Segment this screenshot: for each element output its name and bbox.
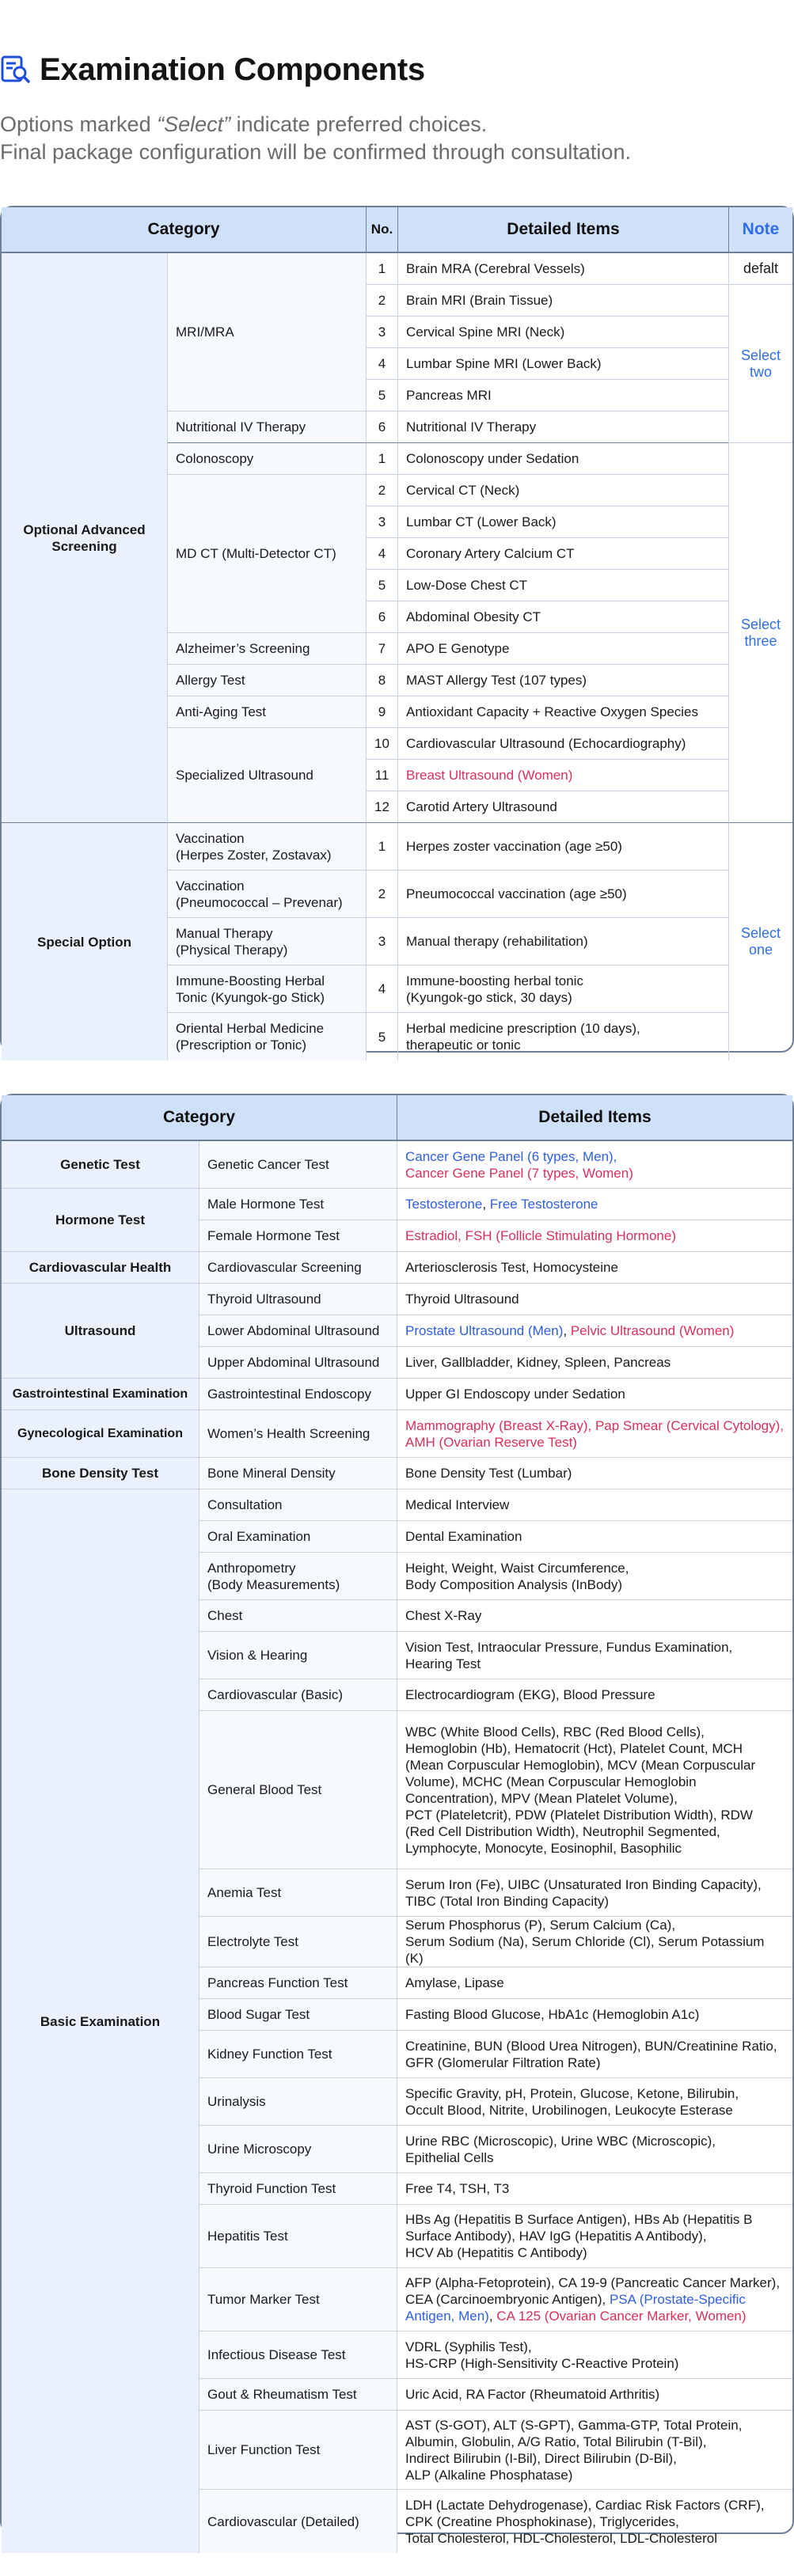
basic-sub-label: Liver Function Test <box>199 2411 397 2490</box>
basic-item-detail: Fasting Blood Glucose, HbA1c (Hemoglobin A1c) <box>397 1999 792 2031</box>
sub-upper-abd-us: Upper Abdominal Ultrasound <box>199 1347 397 1379</box>
item-mast: MAST Allergy Test (107 types) <box>397 665 728 696</box>
item-lower-abd-us: Prostate Ultrasound (Men), Pelvic Ultrasound (Women) <box>397 1315 792 1347</box>
basic-sub-label: Blood Sugar Test <box>199 1999 397 2031</box>
basic-item-detail: LDH (Lactate Dehydrogenase), Cardiac Risk Factors (CRF), CPK (Creatine Phosphokinase), Triglycerides, Total Cholesterol, HDL-Cholesterol, LDL-Cholesterol <box>397 2490 792 2553</box>
basic-sub-label: Tumor Marker Test <box>199 2268 397 2331</box>
basic-item-detail: Uric Acid, RA Factor (Rheumatoid Arthritis) <box>397 2379 792 2411</box>
item-cervical-ct: Cervical CT (Neck) <box>397 475 728 506</box>
sub-oriental-medicine: Oriental Herbal Medicine (Prescription or Tonic) <box>167 1013 366 1060</box>
note-default: defalt <box>728 253 792 285</box>
basic-sub-label: Oral Examination <box>199 1521 397 1553</box>
sub-lower-abd-us: Lower Abdominal Ultrasound <box>199 1315 397 1347</box>
row-no: 7 <box>366 633 397 665</box>
sub-allergy: Allergy Test <box>167 665 366 696</box>
header-category: Category <box>2 1095 397 1141</box>
basic-sub-label: Anthropometry (Body Measurements) <box>199 1553 397 1600</box>
cat-ultrasound: Ultrasound <box>2 1284 199 1379</box>
cat-genetic: Genetic Test <box>2 1141 199 1189</box>
row-no: 4 <box>366 538 397 570</box>
sub-md-ct: MD CT (Multi-Detector CT) <box>167 475 366 633</box>
item-manual: Manual therapy (rehabilitation) <box>397 918 728 966</box>
item-gi-endoscopy: Upper GI Endoscopy under Sedation <box>397 1379 792 1410</box>
basic-sub-label: Hepatitis Test <box>199 2205 397 2268</box>
basic-item-detail: VDRL (Syphilis Test), HS-CRP (High-Sensitivity C-Reactive Protein) <box>397 2331 792 2379</box>
cat-gynecological: Gynecological Examination <box>2 1410 199 1458</box>
basic-sub-label: Cardiovascular (Basic) <box>199 1679 397 1711</box>
row-no: 3 <box>366 918 397 966</box>
basic-sub-label: Consultation <box>199 1489 397 1521</box>
item-pancreas-mri: Pancreas MRI <box>397 380 728 412</box>
basic-package-table <box>0 1094 794 2546</box>
item-colonoscopy: Colonoscopy under Sedation <box>397 443 728 475</box>
cat-basic-exam: Basic Examination <box>2 1489 199 2553</box>
sub-female-hormone: Female Hormone Test <box>199 1220 397 1252</box>
header-no: No. <box>366 207 397 253</box>
row-no: 1 <box>366 253 397 285</box>
item-brain-mra: Brain MRA (Cerebral Vessels) <box>397 253 728 285</box>
sub-alzheimers: Alzheimer’s Screening <box>167 633 366 665</box>
item-brain-mri: Brain MRI (Brain Tissue) <box>397 285 728 317</box>
item-cervical-mri: Cervical Spine MRI (Neck) <box>397 317 728 348</box>
row-no: 2 <box>366 871 397 918</box>
row-no: 6 <box>366 601 397 633</box>
basic-item-detail: Chest X-Ray <box>397 1600 792 1632</box>
row-no: 1 <box>366 443 397 475</box>
basic-sub-label: Vision & Hearing <box>199 1632 397 1679</box>
sub-vaccination-zoster: Vaccination (Herpes Zoster, Zostavax) <box>167 823 366 871</box>
note-select-one: Select one <box>728 823 792 1060</box>
row-no: 3 <box>366 506 397 538</box>
subtitle-text: indicate preferred choices. <box>230 112 488 136</box>
item-coronary-ct: Coronary Artery Calcium CT <box>397 538 728 570</box>
row-no: 12 <box>366 791 397 823</box>
basic-item-detail: AFP (Alpha-Fetoprotein), CA 19-9 (Pancreatic Cancer Marker), CEA (Carcinoembryonic Antigen), PSA (Prostate-Specific Antigen, Men), CA 125 (Ovarian Cancer Marker, Women) <box>397 2268 792 2331</box>
row-no: 8 <box>366 665 397 696</box>
sub-bone-mineral: Bone Mineral Density <box>199 1458 397 1489</box>
item-obesity-ct: Abdominal Obesity CT <box>397 601 728 633</box>
basic-item-detail: Dental Examination <box>397 1521 792 1553</box>
basic-item-detail: Electrocardiogram (EKG), Blood Pressure <box>397 1679 792 1711</box>
cat-gi: Gastrointestinal Examination <box>2 1379 199 1410</box>
basic-sub-label: Pancreas Function Test <box>199 1967 397 1999</box>
group-special-option: Special Option <box>2 823 167 1060</box>
item-oriental: Herbal medicine prescription (10 days), therapeutic or tonic <box>397 1013 728 1060</box>
item-herbal-tonic: Immune-boosting herbal tonic (Kyungok-go stick, 30 days) <box>397 966 728 1013</box>
sub-vaccination-pneumo: Vaccination (Pneumococcal – Prevenar) <box>167 871 366 918</box>
item-lumbar-mri: Lumbar Spine MRI (Lower Back) <box>397 348 728 380</box>
document-search-icon <box>0 54 32 85</box>
basic-sub-label: Anemia Test <box>199 1869 397 1917</box>
basic-sub-label: Gout & Rheumatism Test <box>199 2379 397 2411</box>
basic-sub-label: Cardiovascular (Detailed) <box>199 2490 397 2553</box>
row-no: 6 <box>366 412 397 443</box>
header-note: Note <box>728 207 792 253</box>
sub-anti-aging: Anti-Aging Test <box>167 696 366 728</box>
sub-colonoscopy: Colonoscopy <box>167 443 366 475</box>
subtitle-select: “Select” <box>157 112 231 136</box>
sub-cardio-screening: Cardiovascular Screening <box>199 1252 397 1284</box>
basic-item-detail: Vision Test, Intraocular Pressure, Fundus Examination, Hearing Test <box>397 1632 792 1679</box>
subtitle-line2: Final package configuration will be confirmed through consultation. <box>0 140 631 164</box>
row-no: 4 <box>366 348 397 380</box>
basic-item-detail: Free T4, TSH, T3 <box>397 2173 792 2205</box>
row-no: 2 <box>366 475 397 506</box>
item-genetic: Cancer Gene Panel (6 types, Men), Cancer Gene Panel (7 types, Women) <box>397 1141 792 1189</box>
item-male-hormone: Testosterone, Free Testosterone <box>397 1189 792 1220</box>
basic-sub-label: Infectious Disease Test <box>199 2331 397 2379</box>
row-no: 5 <box>366 380 397 412</box>
header-items: Detailed Items <box>397 1095 792 1141</box>
basic-item-detail: Amylase, Lipase <box>397 1967 792 1999</box>
basic-sub-label: Electrolyte Test <box>199 1917 397 1967</box>
sub-male-hormone: Male Hormone Test <box>199 1189 397 1220</box>
basic-item-detail: Medical Interview <box>397 1489 792 1521</box>
row-no: 10 <box>366 728 397 760</box>
sub-manual-therapy: Manual Therapy (Physical Therapy) <box>167 918 366 966</box>
item-thyroid-us: Thyroid Ultrasound <box>397 1284 792 1315</box>
item-antioxidant: Antioxidant Capacity + Reactive Oxygen Species <box>397 696 728 728</box>
basic-sub-label: Urine Microscopy <box>199 2126 397 2173</box>
basic-sub-label: General Blood Test <box>199 1711 397 1869</box>
sub-mri: MRI/MRA <box>167 253 366 412</box>
sub-herbal-tonic: Immune-Boosting Herbal Tonic (Kyungok-go Stick) <box>167 966 366 1013</box>
basic-item-detail: Specific Gravity, pH, Protein, Glucose, Ketone, Bilirubin, Occult Blood, Nitrite, Urobilinogen, Leukocyte Esterase <box>397 2078 792 2126</box>
basic-sub-label: Urinalysis <box>199 2078 397 2126</box>
basic-item-detail: Height, Weight, Waist Circumference, Body Composition Analysis (InBody) <box>397 1553 792 1600</box>
row-no: 5 <box>366 1013 397 1060</box>
sub-genetic-cancer: Genetic Cancer Test <box>199 1141 397 1189</box>
item-cardio-screening: Arteriosclerosis Test, Homocysteine <box>397 1252 792 1284</box>
note-select-three: Select three <box>728 443 792 823</box>
item-iv-therapy: Nutritional IV Therapy <box>397 412 728 443</box>
item-apoe: APO E Genotype <box>397 633 728 665</box>
item-echo: Cardiovascular Ultrasound (Echocardiography) <box>397 728 728 760</box>
row-no: 11 <box>366 760 397 791</box>
item-bone-density: Bone Density Test (Lumbar) <box>397 1458 792 1489</box>
cat-bone-density: Bone Density Test <box>2 1458 199 1489</box>
group-optional-advanced: Optional Advanced Screening <box>2 253 167 823</box>
sub-iv-therapy: Nutritional IV Therapy <box>167 412 366 443</box>
cat-cardio-health: Cardiovascular Health <box>2 1252 199 1284</box>
item-pneumo: Pneumococcal vaccination (age ≥50) <box>397 871 728 918</box>
basic-item-detail: WBC (White Blood Cells), RBC (Red Blood Cells), Hemoglobin (Hb), Hematocrit (Hct), Platelet Count, MCH (Mean Corpuscular Hemoglobin), MCV (Mean Corpuscular Volume), MCHC (Mean Corpuscular Hemoglobin Concentration), MPV (Mean Platelet Volume), PCT (Plateletcrit), PDW (Platelet Distribution Width), RDW (Red Cell Distribution Width), Neutrophil Segmented, Lymphocyte, Monocyte, Eosinophil, Basophilic <box>397 1711 792 1869</box>
basic-sub-label: Kidney Function Test <box>199 2031 397 2078</box>
item-breast-us: Breast Ultrasound (Women) <box>397 760 728 791</box>
sub-womens-health: Women’s Health Screening <box>199 1410 397 1458</box>
basic-item-detail: AST (S-GOT), ALT (S-GPT), Gamma-GTP, Total Protein, Albumin, Globulin, A/G Ratio, Total Bilirubin (T-Bil), Indirect Bilirubin (I-Bil), Direct Bilirubin (D-Bil), ALP (Alkaline Phosphatase) <box>397 2411 792 2490</box>
item-upper-abd-us: Liver, Gallbladder, Kidney, Spleen, Pancreas <box>397 1347 792 1379</box>
row-no: 1 <box>366 823 397 871</box>
header-category: Category <box>2 207 366 253</box>
sub-thyroid-us: Thyroid Ultrasound <box>199 1284 397 1315</box>
row-no: 4 <box>366 966 397 1013</box>
row-no: 9 <box>366 696 397 728</box>
note-select-two: Select two <box>728 285 792 443</box>
subtitle-text: Options marked <box>0 112 158 136</box>
basic-item-detail: Serum Phosphorus (P), Serum Calcium (Ca), Serum Sodium (Na), Serum Chloride (Cl), Serum Potassium (K) <box>397 1917 792 1967</box>
page-header <box>0 0 792 166</box>
row-no: 3 <box>366 317 397 348</box>
basic-item-detail: HBs Ag (Hepatitis B Surface Antigen), HBs Ab (Hepatitis B Surface Antibody), HAV IgG (Hepatitis A Antibody), HCV Ab (Hepatitis C Antibody) <box>397 2205 792 2268</box>
basic-sub-label: Thyroid Function Test <box>199 2173 397 2205</box>
sub-gi-endoscopy: Gastrointestinal Endoscopy <box>199 1379 397 1410</box>
basic-item-detail: Creatinine, BUN (Blood Urea Nitrogen), BUN/Creatinine Ratio, GFR (Glomerular Filtration Rate) <box>397 2031 792 2078</box>
row-no: 2 <box>366 285 397 317</box>
optional-options-table <box>0 206 794 1053</box>
item-gynecological: Mammography (Breast X-Ray), Pap Smear (Cervical Cytology), AMH (Ovarian Reserve Test) <box>397 1410 792 1458</box>
item-chest-ct: Low-Dose Chest CT <box>397 570 728 601</box>
basic-item-detail: Serum Iron (Fe), UIBC (Unsaturated Iron Binding Capacity), TIBC (Total Iron Binding Capacity) <box>397 1869 792 1917</box>
sub-specialized-us: Specialized Ultrasound <box>167 728 366 823</box>
page-subtitle <box>0 111 792 166</box>
item-carotid-us: Carotid Artery Ultrasound <box>397 791 728 823</box>
page-title: Examination Components <box>40 51 425 87</box>
basic-item-detail: Urine RBC (Microscopic), Urine WBC (Microscopic), Epithelial Cells <box>397 2126 792 2173</box>
row-no: 5 <box>366 570 397 601</box>
item-female-hormone: Estradiol, FSH (Follicle Stimulating Hormone) <box>397 1220 792 1252</box>
item-lumbar-ct: Lumbar CT (Lower Back) <box>397 506 728 538</box>
basic-sub-label: Chest <box>199 1600 397 1632</box>
cat-hormone: Hormone Test <box>2 1189 199 1252</box>
header-items: Detailed Items <box>397 207 728 253</box>
item-zoster: Herpes zoster vaccination (age ≥50) <box>397 823 728 871</box>
